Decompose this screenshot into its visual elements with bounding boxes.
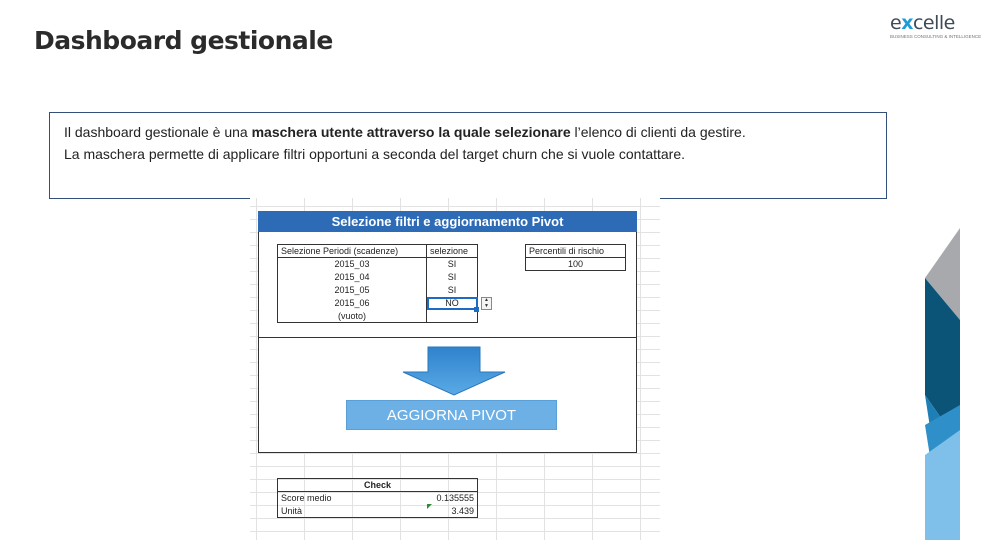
check-value: 0.135555	[428, 492, 478, 505]
description-box	[49, 112, 887, 199]
panel-header: Selezione filtri e aggiornamento Pivot	[258, 211, 637, 232]
selection-cell[interactable]	[427, 310, 478, 323]
fill-handle[interactable]	[474, 307, 479, 312]
selection-cell[interactable]: SI	[427, 284, 478, 297]
check-table	[277, 478, 478, 518]
period-cell: (vuoto)	[278, 310, 427, 323]
update-pivot-button[interactable]: AGGIORNA PIVOT	[346, 400, 557, 430]
periods-header: Selezione Periodi (scadenze)	[278, 245, 427, 258]
error-indicator-icon	[427, 504, 432, 509]
period-cell: 2015_05	[278, 284, 427, 297]
company-logo: excelle BUSINESS CONSULTING & INTELLIGENCE	[890, 12, 981, 39]
spinner-control[interactable]: ▲ ▼	[481, 297, 492, 310]
risk-table	[525, 244, 626, 271]
down-arrow-icon	[402, 346, 506, 396]
check-label: Score medio	[278, 492, 428, 505]
period-cell: 2015_04	[278, 271, 427, 284]
selection-cell-active[interactable]: NO	[427, 297, 478, 310]
selection-header: selezione	[427, 245, 478, 258]
description-line-1: Il dashboard gestionale è una maschera utente attraverso la quale selezionare l’elenco di clienti da gestire.	[64, 124, 746, 140]
selection-cell[interactable]: SI	[427, 271, 478, 284]
risk-header: Percentili di rischio	[526, 245, 626, 258]
check-value: 3.439	[428, 505, 478, 518]
check-title: Check	[278, 479, 478, 492]
period-cell: 2015_06	[278, 297, 427, 310]
slide-title: Dashboard gestionale	[34, 26, 333, 55]
check-label: Unità	[278, 505, 428, 518]
periods-table	[277, 244, 478, 323]
logo-tagline: BUSINESS CONSULTING & INTELLIGENCE	[890, 34, 981, 39]
selection-cell[interactable]: SI	[427, 258, 478, 271]
risk-value-cell[interactable]: 100	[526, 258, 626, 271]
description-line-2: La maschera permette di applicare filtri opportuni a seconda del target churn che si vuole contattare.	[64, 146, 686, 162]
period-cell: 2015_03	[278, 258, 427, 271]
